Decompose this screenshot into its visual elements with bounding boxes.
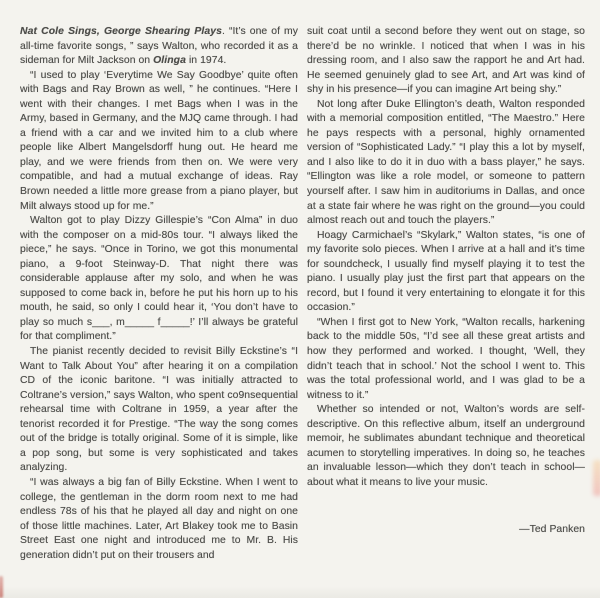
paragraph: Walton got to play Dizzy Gillespie’s “Con Alma” in duo with the composer on a mid-80s tour. “I always liked the piece,” he says. “Once in Torino, we got this monumental piano, a 9-foot Steinway-D. That night there was considerable applause after my solo, and when he was supposed to come back in, before he put his horn up to his mouth, he said, so only I could hear it, ‘You don’t have to play so much s___, m_____ f_____!’ I’ll always be grateful for that compliment.” (20, 215, 298, 343)
paragraph: “I was always a big fan of Billy Eckstine. When I went to college, the gentleman in the dorm room next to me had endless 78s of his that he played all day and night on one of those little machines. Later, Art Blakey took me to Basin Street East one night and introduced me to Mr. B. His generation didn’t put on their trousers and (20, 476, 298, 561)
paragraph-continuation: suit coat until a second before they went out on stage, so there’d be no wrinkle. I noticed that when I was in his dressing room, and I also saw the rapport he and Art had. He seemed genuinely glad to see Art, and Art was kind of shy in his presence—if you can imagine Art being shy.” (307, 26, 585, 96)
paragraph: Hoagy Carmichael’s “Skylark,” Walton states, “is one of my favorite solo pieces. When I arrive at a hall and it’s time for soundcheck, I usually find myself playing it to test the piano. I usually play just the first part that appears on the record, but I found it very entertaining to elongate it for this occasion.” (307, 229, 585, 314)
lead-paragraph (20, 25, 298, 69)
album-track-title: Nat Cole Sings, George Shearing Plays (20, 26, 222, 37)
lead-text-end: in 1974. (186, 55, 227, 67)
album-name-olinga: Olinga (153, 55, 187, 67)
left-column (20, 25, 298, 585)
paragraph: “When I first got to New York, “Walton recalls, harkening back to the middle 50s, “I’d see all these great artists and how they performed and worked. I thought, ‘Well, they didn’t teach that in school.’ Not the school I went to. This was the total professional world, and I was glad to be a witness to it.” (307, 316, 585, 401)
scan-artifact-bottom-shade (0, 586, 600, 598)
lead-text: . “It’s one of my all-time favorite songs, ” says Walton, who recorded it as a sideman for Milt Jackson on (20, 26, 298, 67)
author-byline: —Ted Panken (519, 523, 585, 535)
paragraph: “I used to play ‘Everytime We Say Goodbye’ quite often with Bags and Ray Brown as well, ” he continues. “Here I went with their changes. I met Bags when I was in the Army, based in Germany, and the MJQ came through. I had a friend with a car and we invited him to a club where people like Albert Mangelsdorff hung out. He heard me play, and we were friends from then on. We were very compatible, and had a mutual exchange of ideas. Ray Brown needed a little more grease from a piano player, but Milt always stood up for me.” (20, 69, 298, 212)
paragraph: Not long after Duke Ellington’s death, Walton responded with a memorial composition entitled, “The Maestro.” Here he pays respects with a personal, highly ornamented version of “Sophisticated Lady.” “I play this a lot by myself, and I also like to do it in duo with a bass player,” he says. “Ellington was like a role model, or someone to pattern yourself after. I saw him in auditoriums in Dallas, and once at a state fair where he was right on the ground—you could almost reach out and touch the players.” (307, 98, 585, 227)
paragraph: The pianist recently decided to revisit Billy Eckstine’s “I Want to Talk About You” after hearing it on a compilation CD of the iconic baritone. “I was initially attracted to Coltrane’s version,” says Walton, who spent co9nsequential rehearsal time with Coltrane in 1959, a year after the tenorist recorded it for Prestige. “The way the song comes out of the bridge is totally original. Some of it is simple, like a pop song, but some is very sophisticated and takes analyzing. (20, 346, 298, 474)
right-column (307, 25, 585, 585)
paragraph: Whether so intended or not, Walton’s words are self-descriptive. On this reflective album, itself an underground memoir, he sublimates abundant technique and theoretical acumen to storytelling imperatives. In doing so, he teaches an invaluable lesson—which they don’t teach in school—about what it means to live your music. (307, 404, 585, 488)
scan-artifact-right-smudge (593, 460, 600, 496)
scan-artifact-left-speck (0, 576, 3, 598)
